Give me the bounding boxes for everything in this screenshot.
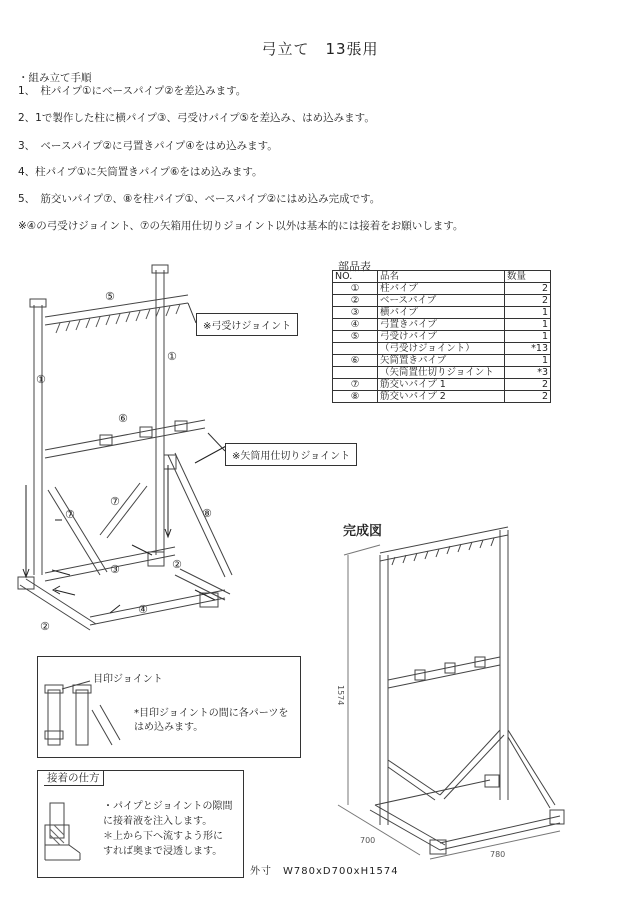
part-no <box>333 343 378 355</box>
part-name: 弓置きパイプ <box>378 319 505 331</box>
complete-title: 完成図 <box>343 524 383 539</box>
part-name: ベースパイプ <box>378 295 505 307</box>
complete-drawing <box>330 505 570 865</box>
parts-header-row <box>333 271 551 283</box>
table-row <box>333 319 551 331</box>
part-no: ② <box>333 295 378 307</box>
part-no: ④ <box>333 319 378 331</box>
callout-bow-joint: ※弓受けジョイント <box>196 313 298 336</box>
label-4: ④ <box>138 603 148 616</box>
header-no: NO. <box>333 271 378 283</box>
label-2b: ② <box>40 620 50 633</box>
callout-quiver-joint: ※矢筒用仕切りジョイント <box>225 443 357 466</box>
table-row <box>333 283 551 295</box>
part-qty: 1 <box>505 307 551 319</box>
glue-sketch <box>40 795 96 870</box>
mark-note-2: はめ込みます。 <box>134 722 204 733</box>
part-no: ⑦ <box>333 379 378 391</box>
part-no: ⑧ <box>333 391 378 403</box>
part-name: 筋交いパイプ 1 <box>378 379 505 391</box>
header-name: 品名 <box>378 271 505 283</box>
label-7b: ⑦ <box>65 508 75 521</box>
part-no: ⑥ <box>333 355 378 367</box>
glue-line-4: すれば奥まで浸透します。 <box>103 846 223 857</box>
part-no: ① <box>333 283 378 295</box>
part-qty: *13 <box>505 343 551 355</box>
outer-dimensions: 外寸 W780xD700xH1574 <box>250 866 399 877</box>
step-1: 1、 柱パイプ①にベースパイプ②を差込みます。 <box>18 85 247 97</box>
step-note: ※④の弓受けジョイント、⑦の矢箱用仕切りジョイント以外は基本的には接着をお願いします。 <box>18 220 464 232</box>
glue-line-2: に接着液を注入します。 <box>103 816 213 827</box>
part-name: 横パイプ <box>378 307 505 319</box>
table-row <box>333 355 551 367</box>
table-row <box>333 367 551 379</box>
glue-line-3: ＊上から下へ流すよう形に <box>103 831 223 842</box>
label-7a: ⑦ <box>110 495 120 508</box>
label-6: ⑥ <box>118 412 128 425</box>
part-name: （弓受けジョイント） <box>378 343 505 355</box>
steps-heading: ・組み立て手順 <box>18 72 92 84</box>
step-2: 2、1で製作した柱に横パイプ③、弓受けパイプ⑤を差込み、はめ込みます。 <box>18 112 375 124</box>
parts-table <box>332 270 551 403</box>
part-qty: 2 <box>505 283 551 295</box>
table-row <box>333 343 551 355</box>
part-no: ⑤ <box>333 331 378 343</box>
glue-title: 接着の仕方 <box>44 771 104 786</box>
width-dim: 780 <box>490 850 506 859</box>
table-row <box>333 295 551 307</box>
step-4: 4、柱パイプ①に矢筒置きパイプ⑥をはめ込みます。 <box>18 166 263 178</box>
part-qty: 2 <box>505 379 551 391</box>
label-8: ⑧ <box>202 507 212 520</box>
page-title: 弓立て 13張用 <box>261 40 379 58</box>
header-qty: 数量 <box>505 271 551 283</box>
table-row <box>333 379 551 391</box>
table-row <box>333 331 551 343</box>
table-row <box>333 307 551 319</box>
label-3: ③ <box>110 563 120 576</box>
label-2a: ② <box>172 558 182 571</box>
part-qty: *3 <box>505 367 551 379</box>
part-name: 柱パイプ <box>378 283 505 295</box>
part-qty: 1 <box>505 331 551 343</box>
step-5: 5、 筋交いパイプ⑦、⑧を柱パイプ①、ベースパイプ②にはめ込み完成です。 <box>18 193 381 205</box>
part-no <box>333 367 378 379</box>
part-qty: 2 <box>505 391 551 403</box>
table-row <box>333 391 551 403</box>
depth-dim: 700 <box>360 836 376 845</box>
label-1b: ① <box>36 373 46 386</box>
label-1a: ① <box>167 350 177 363</box>
part-no: ③ <box>333 307 378 319</box>
part-qty: 2 <box>505 295 551 307</box>
step-3: 3、 ベースパイプ②に弓置きパイプ④をはめ込みます。 <box>18 140 278 152</box>
label-5a: ⑤ <box>105 290 115 303</box>
glue-line-1: ・パイプとジョイントの隙間 <box>103 801 233 812</box>
part-name: （矢筒置仕切りジョイント <box>378 367 505 379</box>
parts-caption: 部品表 <box>338 260 371 273</box>
part-qty: 1 <box>505 319 551 331</box>
height-dim: 1574 <box>336 685 345 706</box>
mark-joint-label: 目印ジョイント <box>93 674 163 685</box>
part-name: 筋交いパイプ 2 <box>378 391 505 403</box>
part-name: 矢筒置きパイプ <box>378 355 505 367</box>
part-qty: 1 <box>505 355 551 367</box>
mark-note-1: *目印ジョイントの間に各パーツを <box>134 708 289 719</box>
part-name: 弓受けパイプ <box>378 331 505 343</box>
